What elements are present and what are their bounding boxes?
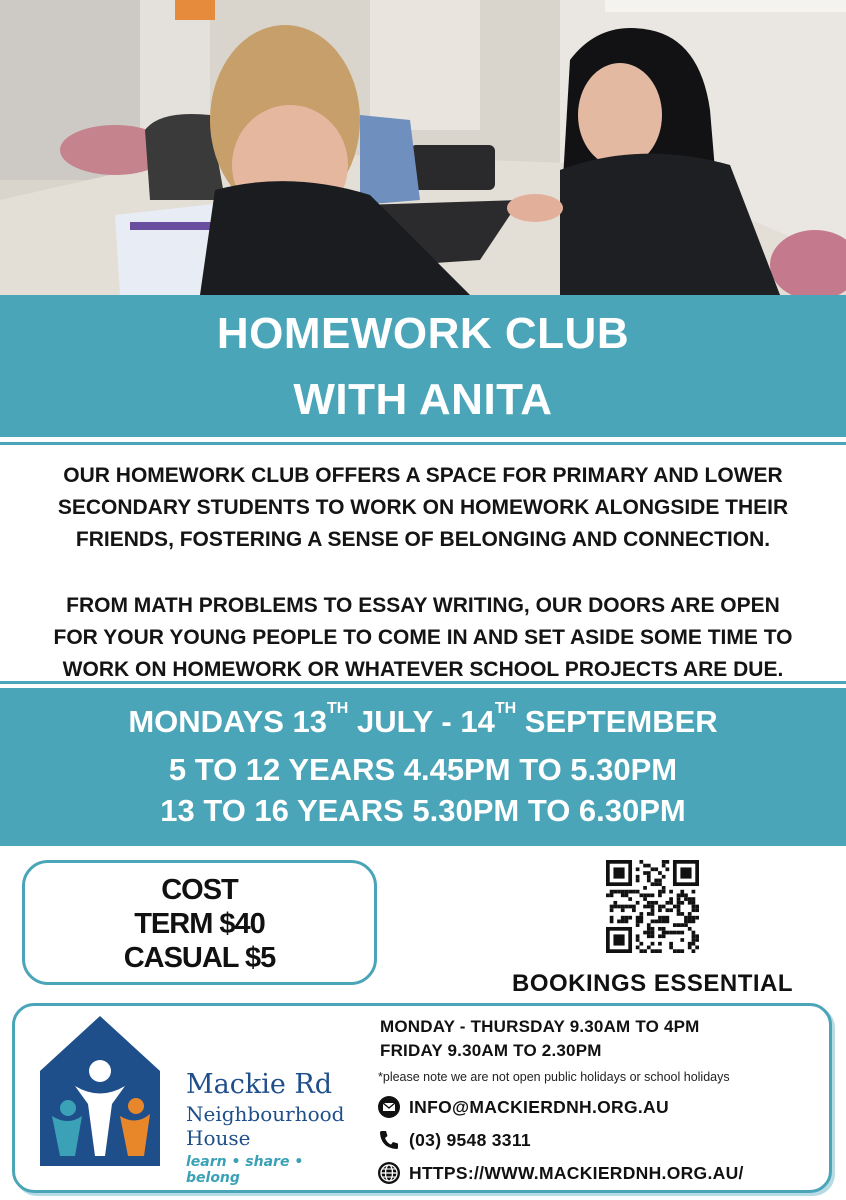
organisation-name-line-1: Mackie Rd	[186, 1069, 333, 1100]
schedule-dates	[0, 700, 846, 740]
schedule-start-day: MONDAYS 13	[128, 704, 328, 739]
contact-phone[interactable]	[377, 1128, 531, 1152]
opening-hours-weekdays: MONDAY - THURSDAY 9.30AM TO 4PM	[380, 1017, 700, 1036]
cost-box	[22, 860, 377, 985]
schedule-age-group-1: 5 TO 12 YEARS 4.45PM TO 5.30PM	[168, 752, 678, 787]
website-link[interactable]: HTTPS://WWW.MACKIERDNH.ORG.AU/	[409, 1162, 744, 1183]
title-banner	[0, 295, 846, 437]
envelope-icon	[377, 1095, 401, 1119]
description-line: WORK ON HOMEWORK OR WHATEVER SCHOOL PROJECTS ARE DUE.	[62, 658, 784, 681]
holiday-note: *please note we are not open public holidays or school holidays	[378, 1070, 730, 1084]
house-logo-icon	[40, 1016, 180, 1176]
description-line: SECONDARY STUDENTS TO WORK ON HOMEWORK ALONGSIDE THEIR	[57, 496, 789, 519]
divider-bottom	[0, 681, 846, 684]
page-title-line-1: HOMEWORK CLUB	[216, 309, 630, 358]
bookings-label: BOOKINGS ESSENTIAL	[511, 970, 794, 997]
globe-icon	[377, 1161, 401, 1185]
page-title-line-2: WITH ANITA	[293, 375, 553, 424]
email-link[interactable]: INFO@MACKIERDNH.ORG.AU	[409, 1096, 669, 1117]
organisation-tagline: learn • share • belong	[186, 1154, 304, 1186]
cost-term: TERM $40	[134, 908, 265, 940]
opening-hours-friday: FRIDAY 9.30AM TO 2.30PM	[380, 1041, 602, 1060]
schedule-end-month: SEPTEMBER	[516, 704, 718, 739]
organisation-logo	[40, 1016, 360, 1186]
ordinal-suffix: TH	[327, 700, 349, 717]
phone-icon	[377, 1128, 401, 1152]
description-paragraph-2	[0, 590, 846, 686]
schedule-end-day: JULY - 14	[348, 704, 495, 739]
organisation-name-line-3: House	[186, 1126, 251, 1150]
divider-top	[0, 442, 846, 445]
description-paragraph-1	[0, 460, 846, 556]
contact-email[interactable]	[377, 1095, 669, 1119]
description-line: OUR HOMEWORK CLUB OFFERS A SPACE FOR PRIMARY AND LOWER	[63, 464, 783, 487]
cost-heading: COST	[161, 874, 238, 906]
ordinal-suffix: TH	[494, 700, 517, 717]
description-line: FRIENDS, FOSTERING A SENSE OF BELONGING AND CONNECTION.	[75, 528, 771, 551]
schedule-age-group-2: 13 TO 16 YEARS 5.30PM TO 6.30PM	[160, 793, 686, 828]
organisation-name-line-2: Neighbourhood	[186, 1102, 345, 1126]
description-line: FROM MATH PROBLEMS TO ESSAY WRITING, OUR DOORS ARE OPEN	[66, 594, 780, 617]
contact-website[interactable]	[377, 1161, 744, 1185]
schedule-banner	[0, 688, 846, 846]
qr-code-icon[interactable]	[606, 860, 699, 953]
contact-card	[12, 1003, 832, 1193]
hero-photo	[0, 0, 846, 295]
cost-casual: CASUAL $5	[123, 942, 276, 974]
description-line: FOR YOUR YOUNG PEOPLE TO COME IN AND SET ASIDE SOME TIME TO	[53, 626, 793, 649]
phone-number[interactable]: (03) 9548 3311	[409, 1129, 531, 1150]
